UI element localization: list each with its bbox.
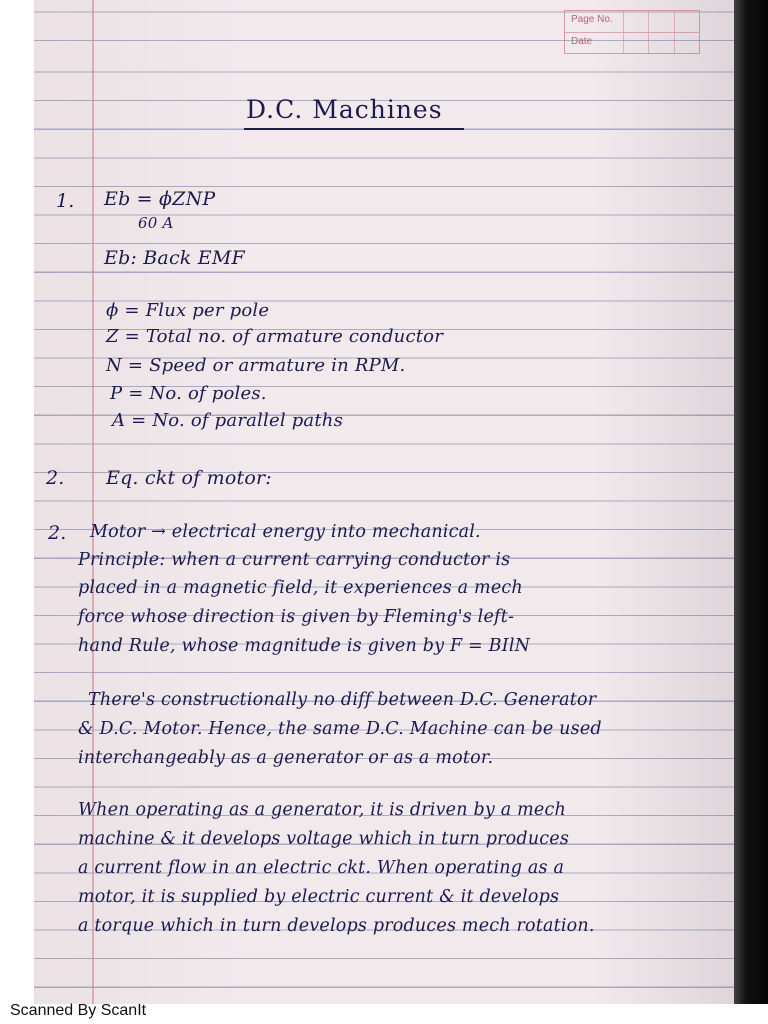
page-date-box [564,10,700,54]
para2-line-2: machine & it develops voltage which in turn produces [78,829,570,849]
date-row [565,33,699,54]
page-title: D.C. Machines [246,95,443,124]
para2-line-1: When operating as a generator, it is driven by a mech [78,800,566,820]
motor-line-4: force whose direction is given by Fleming's left- [78,607,515,627]
para2-line-4: motor, it is supplied by electric current & it develops [78,887,560,907]
para1-line-3: interchangeably as a generator or as a motor. [78,748,494,768]
motor-line-5: hand Rule, whose magnitude is given by F = BIlN [78,636,531,656]
motor-line-1: Motor → electrical energy into mechanical. [90,522,481,542]
motor-line-3: placed in a magnetic field, it experiences a mech [78,578,523,598]
symbol-z: Z = Total no. of armature conductor [106,326,444,347]
item2b-number: 2. [48,522,67,544]
title-underline [244,128,464,130]
page-edge-shadow [732,0,768,1004]
formula-denominator: 60 A [138,214,174,232]
symbol-phi: ϕ = Flux per pole [106,300,270,321]
item2a-number: 2. [46,467,65,489]
symbol-n: N = Speed or armature in RPM. [106,355,406,376]
margin-line [92,0,94,1004]
symbol-p: P = No. of poles. [110,383,267,404]
page-no-label: Page No. [571,14,613,25]
eq-ckt-heading: Eq. ckt of motor: [106,467,272,489]
motor-line-2: Principle: when a current carrying conductor is [78,550,511,570]
para1-line-1: There's constructionally no diff between D.C. Generator [88,690,597,710]
item1-number: 1. [56,190,75,212]
para1-line-2: & D.C. Motor. Hence, the same D.C. Machine can be used [78,719,602,739]
scanner-watermark: Scanned By ScanIt [10,1002,147,1019]
para2-line-5: a torque which in turn develops produces mech rotation. [78,916,595,936]
date-label: Date [571,36,593,47]
para2-line-3: a current flow in an electric ckt. When operating as a [78,858,565,878]
page-no-row [565,11,699,33]
formula-numerator: Eb = ϕZNP [104,188,216,210]
notebook-page [34,0,734,1004]
eb-definition: Eb: Back EMF [104,247,245,269]
symbol-a: A = No. of parallel paths [112,410,344,431]
